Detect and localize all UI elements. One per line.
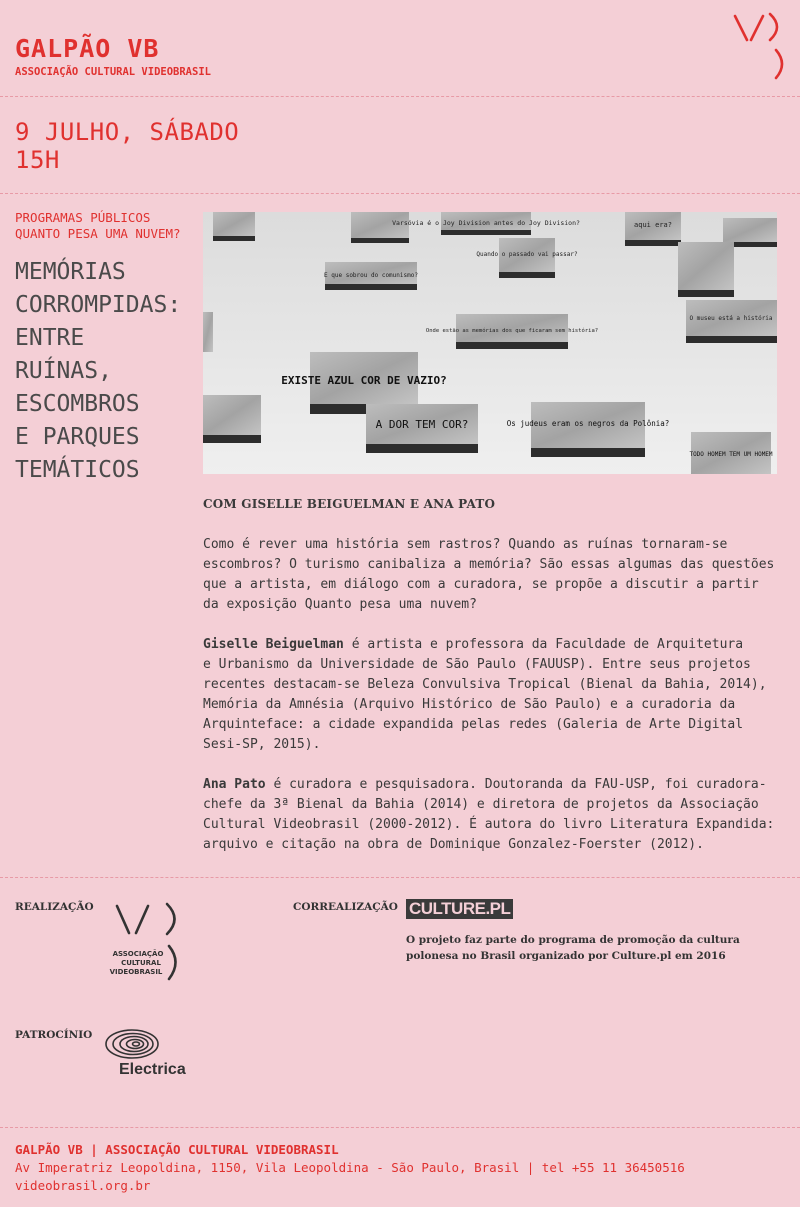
correalizacao-label: CORREALIZAÇÃO (293, 901, 398, 913)
block-text: Onde estão as memórias dos que ficaram sem história? (425, 328, 599, 334)
paragraph-line: que a artista, em diálogo com a curadora, se propõe a discutir a partir (203, 577, 759, 592)
footer-website-link[interactable]: videobrasil.org.br (15, 1178, 151, 1193)
event-title (15, 256, 200, 487)
giselle-name: Giselle Beiguelman (203, 637, 344, 652)
title-line: ENTRE (15, 325, 85, 351)
patrocinio-label: PATROCÍNIO (15, 1029, 93, 1041)
block-text: Os judeus eram os negros da Polônia? (506, 419, 670, 428)
brand-title: GALPÃO VB (15, 34, 160, 63)
culture-note-line: polonesa no Brasil organizado por Culture.pl em 2016 (406, 950, 726, 962)
title-line: ESCOMBROS (15, 391, 140, 417)
metal-block (625, 212, 681, 246)
ana-bio-start: é curadora e pesquisadora. Doutoranda da FAU-USP, foi curadora- (265, 777, 767, 792)
block-text: EXISTE AZUL COR DE VAZIO? (281, 374, 447, 387)
brand-subtitle: ASSOCIAÇÃO CULTURAL VIDEOBRASIL (15, 66, 211, 78)
paragraph-line: escombros? O turismo canibaliza a memória? São essas algumas das questões (203, 557, 775, 572)
electrica-spiral-icon (104, 1028, 160, 1060)
paragraph-line: Como é rever uma história sem rastros? Quando as ruínas tornaram-se (203, 537, 728, 552)
artwork-photo (203, 212, 777, 474)
paragraph-line: Memória da Amnésia (Arquivo Histórico de São Paulo) e a curadoria da (203, 697, 736, 712)
giselle-bio (203, 635, 788, 755)
giselle-bio-start: é artista e professora da Faculdade de Arquitetura (343, 637, 744, 652)
paragraph-line: e Urbanismo da Universidade de São Paulo (FAUUSP). Entre seus projetos (203, 657, 751, 672)
block-text: O museu está a história (689, 315, 773, 322)
program-category: PROGRAMAS PÚBLICOS (15, 210, 151, 225)
block-text: A DOR TEM COR? (375, 418, 469, 431)
date-divider (0, 193, 800, 194)
videobrasil-sponsor-logo (108, 900, 190, 984)
electrica-logo: Electrica (119, 1061, 186, 1078)
artwork-photo-drawing (203, 212, 777, 474)
metal-block (203, 395, 261, 443)
metal-block (324, 262, 418, 290)
intro-paragraph (203, 535, 788, 615)
paragraph-line: arquivo e citação na obra de Dominique Gonzalez-Foerster (2012). (203, 837, 704, 852)
ana-name: Ana Pato (203, 777, 266, 792)
title-line: MEMÓRIAS (15, 259, 126, 285)
title-line: RUÍNAS, (15, 358, 112, 384)
paragraph-line: chefe da 3ª Bienal da Bahia (2014) e diretora de projetos da Associação (203, 797, 759, 812)
paragraph-line (203, 775, 788, 795)
culture-pl-logo: CULTURE.PL (406, 899, 513, 919)
sponsor-logo-line: CULTURAL (121, 959, 161, 967)
realizacao-label: REALIZAÇÃO (15, 901, 94, 913)
speakers-line: COM GISELLE BEIGUELMAN E ANA PATO (203, 497, 496, 511)
culture-note (406, 932, 786, 964)
metal-block (678, 242, 734, 297)
ana-bio (203, 775, 788, 855)
header-divider (0, 96, 800, 97)
block-text: TODO HOMEM TEM UM HOMEM (689, 451, 773, 458)
program-series: QUANTO PESA UMA NUVEM? (15, 226, 181, 241)
culture-note-line: O projeto faz parte do programa de promoção da cultura (406, 934, 740, 946)
block-text: E que sobrou do comunismo? (324, 272, 418, 279)
event-date: 9 JULHO, SÁBADO (15, 118, 240, 146)
metal-block (203, 312, 213, 352)
content-divider (0, 877, 800, 878)
videobrasil-logo-icon (728, 10, 790, 84)
metal-block (507, 402, 670, 457)
block-text: aqui era? (634, 221, 672, 229)
footer-address: Av Imperatriz Leopoldina, 1150, Vila Leopoldina - São Paulo, Brasil | tel +55 11 36450516 (15, 1160, 685, 1175)
footer-org: GALPÃO VB | ASSOCIAÇÃO CULTURAL VIDEOBRASIL (15, 1142, 339, 1157)
title-line: TEMÁTICOS (15, 457, 140, 483)
paragraph-line (203, 635, 788, 655)
title-line: E PARQUES (15, 424, 140, 450)
metal-block (366, 404, 478, 453)
event-time: 15H (15, 146, 60, 174)
metal-block (213, 212, 255, 241)
paragraph-line: Cultural Videobrasil (2000-2012). É autora do livro Literatura Expandida: (203, 817, 775, 832)
metal-block (351, 212, 409, 243)
block-text: Quando o passado vai passar? (476, 251, 578, 258)
paragraph-line: da exposição Quanto pesa uma nuvem? (203, 597, 477, 612)
paragraph-line: recentes destacam-se Beleza Convulsiva Tropical (Bienal da Bahia, 2014), (203, 677, 767, 692)
block-text: Varsóvia é o Joy Division antes do Joy Division? (392, 219, 580, 227)
metal-block (689, 432, 772, 474)
title-line: CORROMPIDAS: (15, 292, 182, 318)
sponsor-logo-line: VIDEOBRASIL (109, 968, 163, 976)
metal-block (686, 300, 777, 343)
footer-divider (0, 1127, 800, 1128)
sponsor-logo-line: ASSOCIAÇÃO (112, 950, 164, 958)
paragraph-line: Sesi-SP, 2015). (203, 737, 321, 752)
paragraph-line: Arquinteface: a cidade expandida pelas redes (Galeria de Arte Digital (203, 717, 744, 732)
